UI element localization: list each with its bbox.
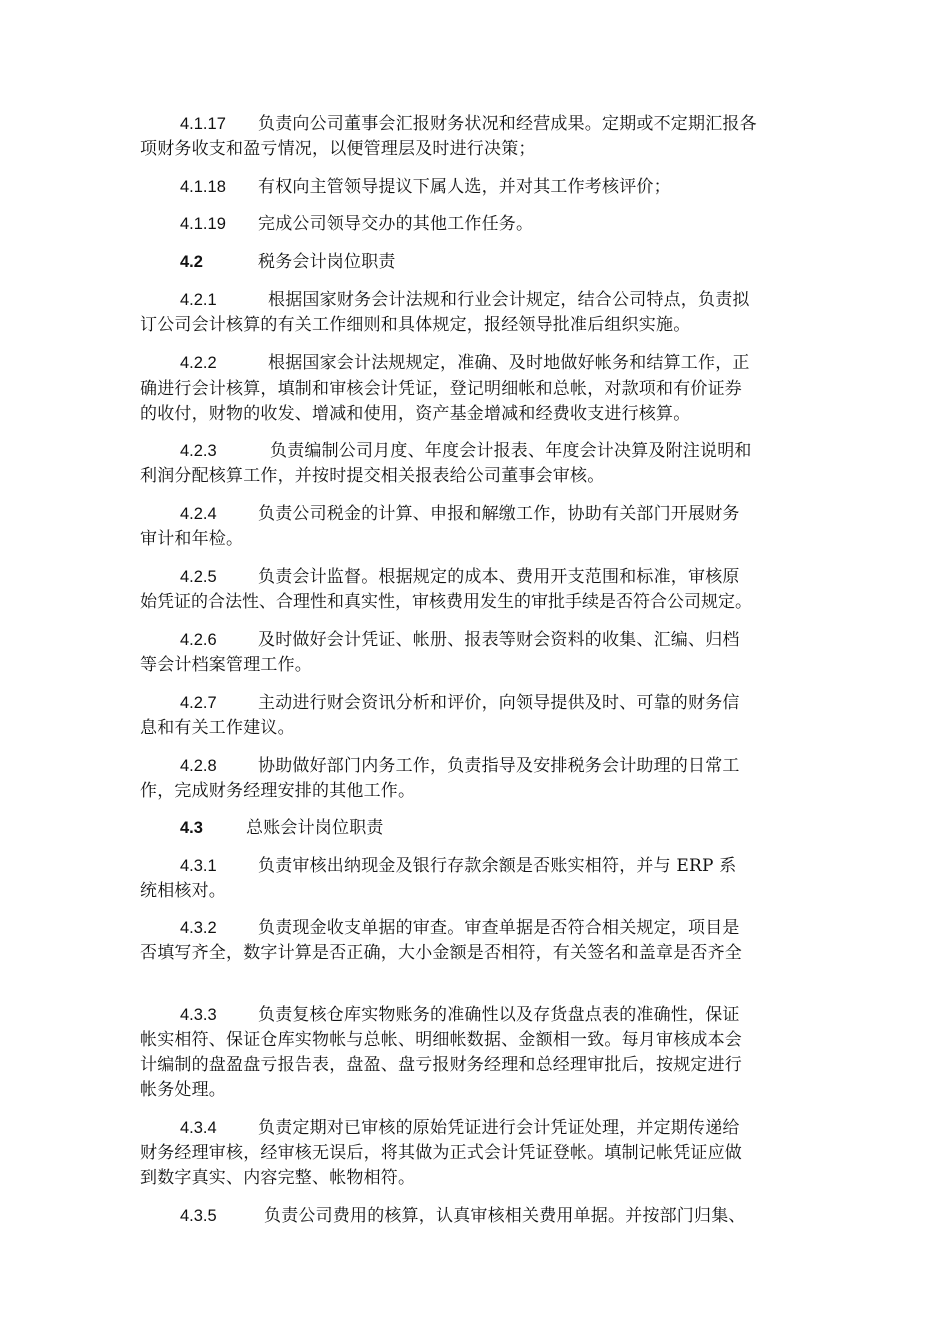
clause-number: 4.2.2 [180, 354, 217, 372]
clause-text-line: 根据国家会计法规规定，准确、及时地做好帐务和结算工作，正 [268, 353, 750, 373]
clause-text-line: 审计和年检。 [140, 529, 244, 549]
clause-number: 4.3.5 [180, 1207, 217, 1225]
clause-number: 4.1.18 [180, 178, 226, 196]
section-number: 4.3 [180, 819, 203, 837]
clause-text-line: 项财务收支和盈亏情况，以便管理层及时进行决策； [140, 139, 536, 159]
clause-number: 4.2.5 [180, 568, 217, 586]
clause-number: 4.3.2 [180, 919, 217, 937]
clause-text-line: 帐务处理。 [140, 1080, 226, 1100]
section-title: 税务会计岗位职责 [258, 252, 396, 272]
clause-text-line: 负责现金收支单据的审查。审查单据是否符合相关规定，项目是 [258, 918, 740, 938]
clause-text-line: 主动进行财会资讯分析和评价，向领导提供及时、可靠的财务信 [258, 693, 740, 713]
clause-number: 4.2.1 [180, 291, 217, 309]
clause-text-line: 财务经理审核，经审核无误后，将其做为正式会计凭证登帐。填制记帐凭证应做 [140, 1143, 742, 1163]
clause-text-line: 统相核对。 [140, 881, 226, 901]
clause-text-line: 始凭证的合法性、合理性和真实性，审核费用发生的审批手续是否符合公司规定。 [140, 592, 752, 612]
clause-text-line: 息和有关工作建议。 [140, 718, 295, 738]
clause-number: 4.1.19 [180, 215, 226, 233]
clause-number: 4.2.7 [180, 694, 217, 712]
section-title: 总账会计岗位职责 [246, 818, 384, 838]
clause-text-line: 协助做好部门内务工作，负责指导及安排税务会计助理的日常工 [258, 756, 740, 776]
clause-text-line: 等会计档案管理工作。 [140, 655, 312, 675]
clause-text-line: 负责编制公司月度、年度会计报表、年度会计决算及附注说明和 [270, 441, 752, 461]
clause-number: 4.3.4 [180, 1119, 217, 1137]
clause-text-line: 订公司会计核算的有关工作细则和具体规定，报经领导批准后组织实施。 [140, 315, 691, 335]
clause-text-line: 负责公司费用的核算，认真审核相关费用单据。并按部门归集、 [264, 1206, 746, 1226]
section-number: 4.2 [180, 253, 203, 271]
clause-number: 4.2.6 [180, 631, 217, 649]
clause-number: 4.3.1 [180, 857, 217, 875]
clause-text-line: 负责审核出纳现金及银行存款余额是否账实相符，并与 ERP 系 [258, 856, 737, 876]
clause-text-line: 根据国家财务会计法规和行业会计规定，结合公司特点，负责拟 [268, 290, 750, 310]
clause-text-line: 及时做好会计凭证、帐册、报表等财会资料的收集、汇编、归档 [258, 630, 740, 650]
clause-text-line: 否填写齐全，数字计算是否正确，大小金额是否相符，有关签名和盖章是否齐全 [140, 943, 742, 963]
clause-text-line: 有权向主管领导提议下属人选，并对其工作考核评价； [258, 177, 671, 197]
clause-text-line: 负责向公司董事会汇报财务状况和经营成果。定期或不定期汇报各 [258, 114, 757, 134]
clause-text-line: 到数字真实、内容完整、帐物相符。 [140, 1168, 416, 1188]
clause-text-line: 利润分配核算工作，并按时提交相关报表给公司董事会审核。 [140, 466, 605, 486]
clause-text-line: 负责定期对已审核的原始凭证进行会计凭证处理，并定期传递给 [258, 1118, 740, 1138]
clause-text-line: 帐实相符、保证仓库实物帐与总帐、明细帐数据、金额相一致。每月审核成本会 [140, 1030, 742, 1050]
clause-text-line: 计编制的盘盈盘亏报告表，盘盈、盘亏报财务经理和总经理审批后，按规定进行 [140, 1055, 742, 1075]
clause-text-line: 负责公司税金的计算、申报和解缴工作，协助有关部门开展财务 [258, 504, 740, 524]
clause-text-line: 负责会计监督。根据规定的成本、费用开支范围和标准，审核原 [258, 567, 740, 587]
clause-number: 4.2.4 [180, 505, 217, 523]
clause-text-line: 作，完成财务经理安排的其他工作。 [140, 781, 416, 801]
clause-number: 4.1.17 [180, 115, 226, 133]
clause-number: 4.2.8 [180, 757, 217, 775]
clause-text-line: 完成公司领导交办的其他工作任务。 [258, 214, 534, 234]
clause-text-line: 的收付，财物的收发、增减和使用，资产基金增减和经费收支进行核算。 [140, 404, 691, 424]
clause-text-line: 确进行会计核算，填制和审核会计凭证，登记明细帐和总帐，对款项和有价证券 [140, 379, 742, 399]
clause-number: 4.3.3 [180, 1006, 217, 1024]
clause-text-line: 负责复核仓库实物账务的准确性以及存货盘点表的准确性，保证 [258, 1005, 740, 1025]
clause-number: 4.2.3 [180, 442, 217, 460]
